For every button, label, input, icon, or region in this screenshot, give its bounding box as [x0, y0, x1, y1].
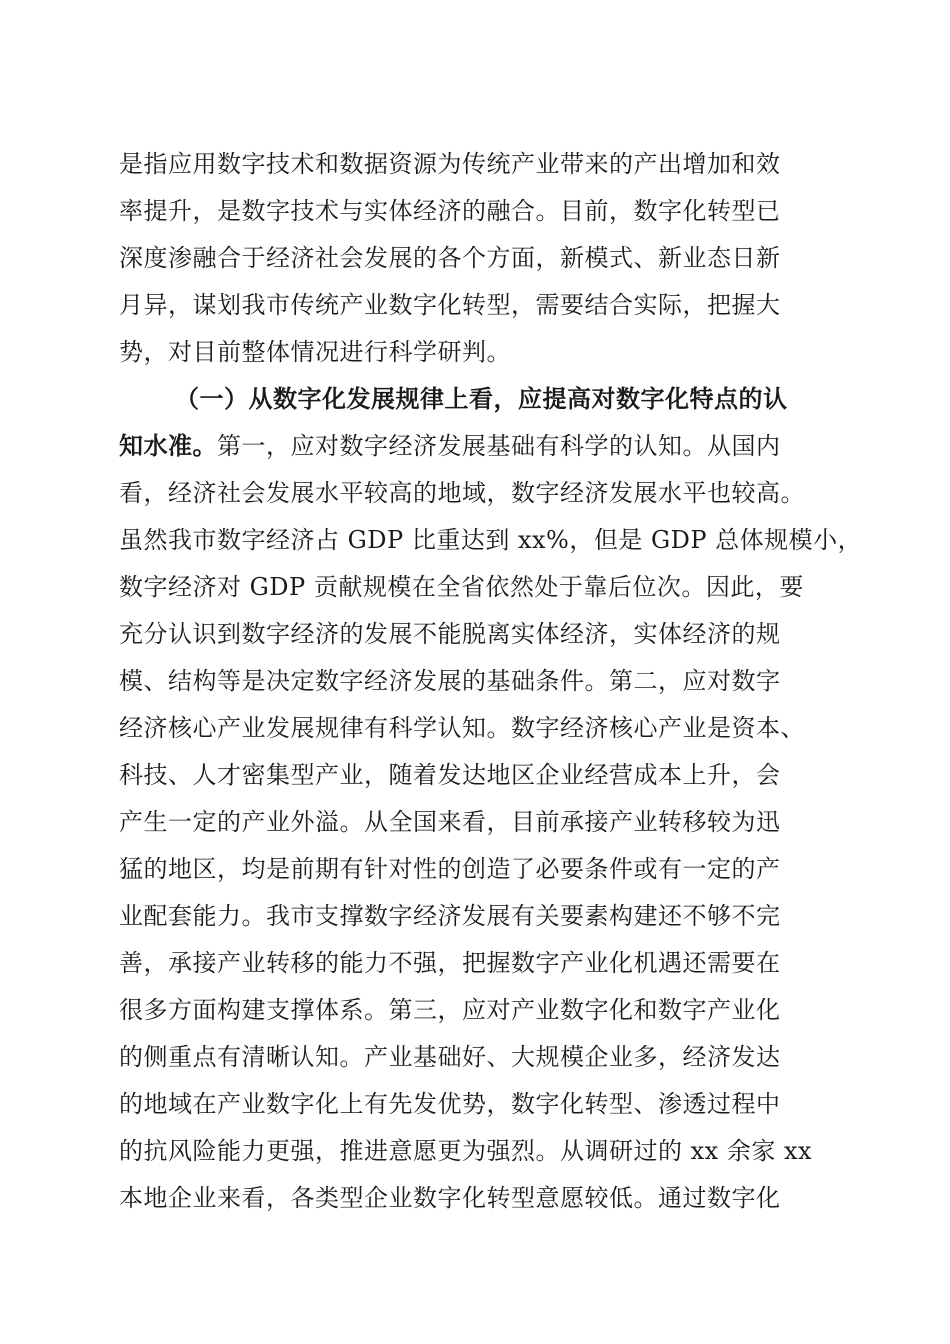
text-line: 月异，谋划我市传统产业数字化转型，需要结合实际，把握大	[119, 291, 781, 319]
text-line: 产生一定的产业外溢。从全国来看，目前承接产业转移较为迅	[119, 808, 781, 836]
text-line: 的地域在产业数字化上有先发优势，数字化转型、渗透过程中	[119, 1090, 781, 1118]
section-heading-end: 知水准。	[119, 431, 217, 460]
text-line: 虽然我市数字经济占 GDP 比重达到 xx%，但是 GDP 总体规模小，	[119, 526, 863, 554]
text-line: 善，承接产业转移的能力不强，把握数字产业化机遇还需要在	[119, 949, 781, 977]
text-line: 本地企业来看，各类型企业数字化转型意愿较低。通过数字化	[119, 1184, 781, 1212]
text-line: 很多方面构建支撑体系。第三，应对产业数字化和数字产业化	[119, 996, 781, 1024]
text-line: 势，对目前整体情况进行科学研判。	[119, 338, 511, 366]
text-line-rest: 第一，应对数字经济发展基础有科学的认知。从国内	[217, 432, 781, 460]
text-line: 是指应用数字技术和数据资源为传统产业带来的产出增加和效	[119, 150, 781, 178]
text-line: 猛的地区，均是前期有针对性的创造了必要条件或有一定的产	[119, 855, 781, 883]
text-line: 数字经济对 GDP 贡献规模在全省依然处于靠后位次。因此，要	[119, 573, 804, 601]
section-heading: （一）从数字化发展规律上看，应提高对数字化特点的认	[175, 384, 788, 413]
text-line: 看，经济社会发展水平较高的地域，数字经济发展水平也较高。	[119, 479, 805, 507]
text-line: 的抗风险能力更强，推进意愿更为强烈。从调研过的 xx 余家 xx	[119, 1137, 813, 1165]
text-line: 模、结构等是决定数字经济发展的基础条件。第二，应对数字	[119, 667, 781, 695]
text-line: 深度渗融合于经济社会发展的各个方面，新模式、新业态日新	[119, 244, 781, 272]
text-line: 的侧重点有清晰认知。产业基础好、大规模企业多，经济发达	[119, 1043, 781, 1071]
text-line: 业配套能力。我市支撑数字经济发展有关要素构建还不够不完	[119, 902, 781, 930]
text-line: 经济核心产业发展规律有科学认知。数字经济核心产业是资本、	[119, 714, 805, 742]
text-line	[119, 429, 781, 463]
text-line: 充分认识到数字经济的发展不能脱离实体经济，实体经济的规	[119, 620, 781, 648]
text-line: 率提升，是数字技术与实体经济的融合。目前，数字化转型已	[119, 197, 781, 225]
text-line: 科技、人才密集型产业，随着发达地区企业经营成本上升，会	[119, 761, 781, 789]
